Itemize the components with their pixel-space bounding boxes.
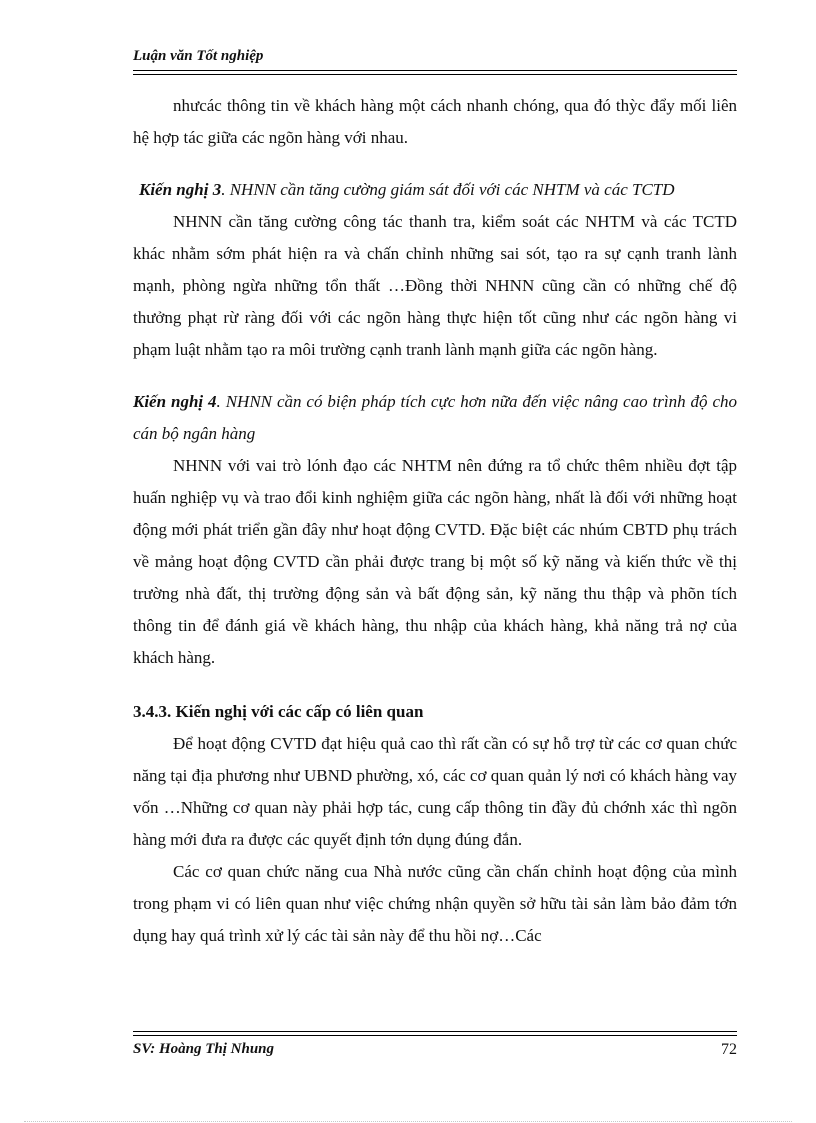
recommendation-3-title: . NHNN cần tăng cường giám sát đối với các NHTM và các TCTD [221,180,675,199]
recommendation-3-label: Kiến nghị 3 [139,180,222,199]
section-heading-3-4-3: 3.4.3. Kiến nghị với các cấp có liên quan [133,702,424,721]
paragraph-section-2: Các cơ quan chức năng cua Nhà nước cũng cần chấn chỉnh hoạt động của mình trong phạm vi có liên quan như việc chứng nhận quyền sở hữu tài sản làm bảo đảm tớn dụng hay quá trình xử lý các tài sản này để thu hồi nợ…Các [133,862,737,945]
recommendation-4-heading [133,386,737,450]
paragraph-recommendation-4: NHNN với vai trò lónh đạo các NHTM nên đứng ra tổ chức thêm nhiều đợt tập huấn nghiệp vụ và trao đổi kinh nghiệm giữa các ngõn hàng, nhất là đối với những hoạt động mới phát triển gần đây như hoạt động CVTD. Đặc biệt các nhúm CBTD phụ trách về mảng hoạt động CVTD cần phải được trang bị một số kỹ năng và kiến thức về thị trường nhà đất, thị trường động sản và bất động sản, kỹ năng thu thập và phõn tích thông tin để đánh giá về khách hàng, thu nhập của khách hàng, khả năng trả nợ của khách hàng. [133,456,737,667]
page-edge-dotted-line [24,1121,792,1122]
recommendation-3-heading [133,174,737,206]
recommendation-4-label: Kiến nghị 4 [133,392,217,411]
footer-rule [133,1035,737,1036]
header-title: Luận văn Tốt nghiệp [133,48,264,64]
header-rule [133,70,737,71]
paragraph-section-1: Để hoạt động CVTD đạt hiệu quả cao thì rất cần có sự hỗ trợ từ các cơ quan chức năng tại địa phương như UBND phường, xó, các cơ quan quản lý nơi có khách hàng vay vốn …Những cơ quan này phải hợp tác, cung cấp thông tin đầy đủ chớnh xác thì ngõn hàng mới đưa ra được các quyết định tớn dụng đúng đắn. [133,734,737,849]
body-content [133,90,737,952]
paragraph-intro: nhưcác thông tin về khách hàng một cách nhanh chóng, qua đó thỳc đẩy mối liên hệ hợp tác giữa các ngõn hàng với nhau. [133,96,737,147]
paragraph-recommendation-3: NHNN cần tăng cường công tác thanh tra, kiểm soát các NHTM và các TCTD khác nhằm sớm phát hiện ra và chấn chỉnh những sai sót, tạo ra sự cạnh tranh lành mạnh, phòng ngừa những tổn thất …Đồng thời NHNN cũng cần có những chế độ thưởng phạt rừ ràng đối với các ngõn hàng thực hiện tốt cũng như các ngõn hàng vi phạm luật nhằm tạo ra môi trường cạnh tranh lành mạnh giữa các ngõn hàng. [133,212,737,359]
header-rule-thin [133,74,737,75]
recommendation-4-title: . NHNN cần có biện pháp tích cực hơn nữa đến việc nâng cao trình độ cho cán bộ ngân hàng [133,392,737,443]
footer-author: SV: Hoàng Thị Nhung [133,1041,275,1057]
page-number: 72 [721,1041,737,1058]
footer-rule-thin [133,1031,737,1032]
